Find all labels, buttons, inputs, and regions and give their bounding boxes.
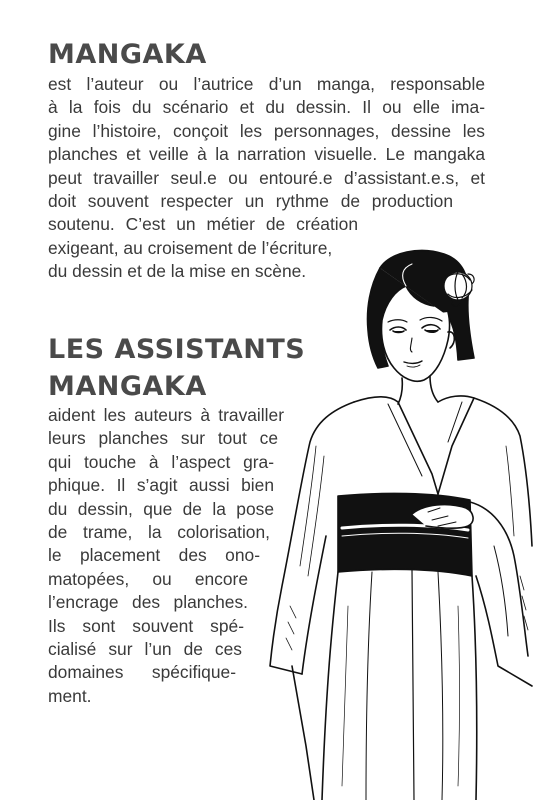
paragraph-line: l’encrage des planches. — [48, 592, 248, 613]
paragraph-line: planches et veille à la narration visuelle. Le mangaka — [48, 144, 485, 165]
paragraph-line: domaines spécifique- — [48, 662, 236, 683]
paragraph-line: du dessin et de la mise en scène. — [48, 261, 307, 282]
paragraph-line: matopées, ou encore — [48, 568, 248, 589]
paragraph-line: le placement des ono- — [48, 545, 260, 566]
paragraph-line: qui touche à l’aspect gra- — [48, 451, 274, 472]
assistants-heading-line2: MANGAKA — [48, 371, 207, 402]
paragraph-line: cialisé sur l’un de ces — [48, 639, 242, 660]
paragraph-line: doit souvent respecter un rythme de production — [48, 191, 453, 212]
paragraph-line: exigeant, au croisement de l’écriture, — [48, 237, 333, 258]
paragraph-line: ment. — [48, 685, 92, 706]
assistants-paragraph — [48, 404, 284, 708]
paragraph-line: gine l’histoire, conçoit les personnages, dessine les — [48, 120, 485, 141]
paragraph-line: soutenu. C’est un métier de création — [48, 214, 358, 235]
paragraph-line: peut travailler seul.e ou entouré.e d’assistant.e.s, et — [48, 167, 485, 188]
paragraph-line: leurs planches sur tout ce — [48, 428, 278, 449]
paragraph-line: est l’auteur ou l’autrice d’un manga, responsable — [48, 74, 485, 94]
paragraph-line: Ils sont souvent spé- — [48, 615, 244, 636]
assistants-heading-line1: LES ASSISTANTS — [48, 334, 306, 365]
mangaka-heading: MANGAKA — [48, 39, 207, 70]
paragraph-line: phique. Il s’agit aussi bien — [48, 475, 274, 496]
paragraph-line: à la fois du scénario et du dessin. Il ou elle ima- — [48, 97, 485, 118]
paragraph-line: aident les auteurs à travailler — [48, 405, 284, 425]
paragraph-line: de trame, la colorisation, — [48, 522, 270, 543]
paragraph-line: du dessin, que de la pose — [48, 498, 274, 519]
kimono-woman-illustration — [262, 246, 533, 800]
